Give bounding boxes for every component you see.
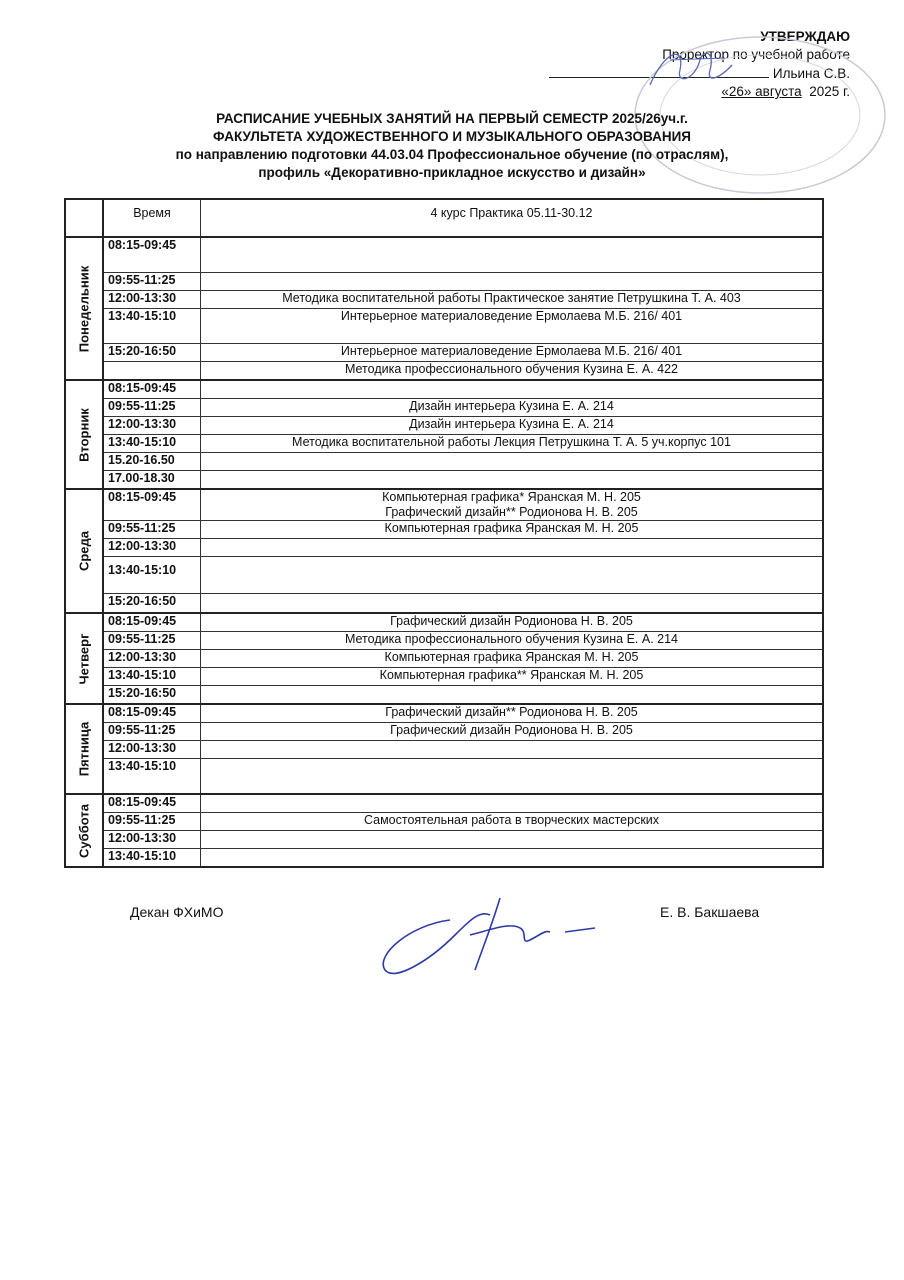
time-cell: 13:40-15:10 <box>103 849 201 868</box>
time-cell: 15:20-16:50 <box>103 344 201 362</box>
time-cell: 13:40-15:10 <box>103 557 201 594</box>
time-cell: 13:40-15:10 <box>103 309 201 344</box>
table-row <box>65 539 823 557</box>
table-row <box>65 489 823 521</box>
subject-text-2: Графический дизайн** Родионова Н. В. 205 <box>385 505 638 519</box>
time-cell: 08:15-09:45 <box>103 613 201 632</box>
table-row <box>65 741 823 759</box>
subject-text: Компьютерная графика* Яранская М. Н. 205 <box>382 490 641 504</box>
subject-cell <box>201 650 824 668</box>
subject-cell <box>201 831 824 849</box>
time-cell: 08:15-09:45 <box>103 237 201 273</box>
subject-cell <box>201 594 824 614</box>
time-cell: 09:55-11:25 <box>103 273 201 291</box>
time-cell: 09:55-11:25 <box>103 399 201 417</box>
subject-cell <box>201 794 824 813</box>
heading-line4: профиль «Декоративно-прикладное искусство и дизайн» <box>258 165 646 180</box>
subject-cell <box>201 309 824 344</box>
time-cell: 08:15-09:45 <box>103 794 201 813</box>
subject-cell <box>201 759 824 795</box>
subject-text: Графический дизайн Родионова Н. В. 205 <box>390 723 633 737</box>
subject-text: Интерьерное материаловедение Ермолаева М.Б. 216/ 401 <box>340 344 683 358</box>
subject-text: Методика воспитательной работы Практическое занятие Петрушкина Т. А. 403 <box>282 291 741 305</box>
subject-text: Дизайн интерьера Кузина Е. А. 214 <box>409 417 614 431</box>
time-cell: 12:00-13:30 <box>103 417 201 435</box>
subject-cell <box>201 399 824 417</box>
subject-text: Компьютерная графика Яранская М. Н. 205 <box>384 521 639 535</box>
table-row <box>65 813 823 831</box>
table-row <box>65 362 823 381</box>
subject-cell <box>201 453 824 471</box>
time-cell: 09:55-11:25 <box>103 723 201 741</box>
header-corner-cell <box>65 199 103 237</box>
subject-cell <box>201 362 824 381</box>
subject-cell <box>201 849 824 868</box>
subject-cell <box>201 704 824 723</box>
subject-cell <box>201 417 824 435</box>
schedule-table <box>64 198 824 868</box>
subject-cell <box>201 741 824 759</box>
table-row <box>65 471 823 490</box>
subject-cell <box>201 237 824 273</box>
table-row <box>65 831 823 849</box>
dean-signature <box>370 890 610 980</box>
day-cell <box>65 704 103 794</box>
time-cell: 17.00-18.30 <box>103 471 201 490</box>
table-row <box>65 613 823 632</box>
table-row <box>65 309 823 344</box>
subject-cell <box>201 723 824 741</box>
subject-cell <box>201 632 824 650</box>
table-header-row <box>65 199 823 237</box>
table-row <box>65 399 823 417</box>
approval-position: Проректор по учебной работе <box>662 47 850 62</box>
time-cell: 12:00-13:30 <box>103 831 201 849</box>
approval-date-year: 2025 г. <box>809 84 850 99</box>
table-row <box>65 723 823 741</box>
approval-name-line <box>549 64 850 83</box>
table-row <box>65 417 823 435</box>
table-row <box>65 794 823 813</box>
day-cell <box>65 237 103 380</box>
approval-name: Ильина С.В. <box>772 66 850 81</box>
subject-cell <box>201 521 824 539</box>
subject-cell <box>201 344 824 362</box>
subject-text: Методика воспитательной работы Лекция Петрушкина Т. А. 5 уч.корпус 101 <box>292 435 731 449</box>
subject-cell <box>201 273 824 291</box>
table-row <box>65 686 823 705</box>
table-row <box>65 344 823 362</box>
table-row <box>65 594 823 614</box>
day-cell <box>65 613 103 704</box>
table-row <box>65 650 823 668</box>
approval-title: УТВЕРЖДАЮ <box>760 29 850 44</box>
time-cell: 12:00-13:30 <box>103 539 201 557</box>
table-row <box>65 704 823 723</box>
time-cell: 09:55-11:25 <box>103 632 201 650</box>
time-cell <box>103 362 201 381</box>
subject-text: Компьютерная графика Яранская М. Н. 205 <box>384 650 639 664</box>
table-row <box>65 453 823 471</box>
dean-title: Декан ФХиМО <box>130 904 224 920</box>
day-label: Четверг <box>76 633 92 684</box>
table-row <box>65 237 823 273</box>
schedule-heading <box>0 110 904 182</box>
subject-text: Самостоятельная работа в творческих мастерских <box>363 813 660 827</box>
heading-line3: по направлению подготовки 44.03.04 Профессиональное обучение (по отраслям), <box>175 147 729 162</box>
day-label: Среда <box>76 530 92 572</box>
table-row <box>65 759 823 795</box>
subject-cell <box>201 668 824 686</box>
time-header: Время <box>103 199 201 237</box>
schedule-body <box>65 199 823 867</box>
subject-text: Интерьерное материаловедение Ермолаева М.Б. 216/ 401 <box>340 309 683 323</box>
subject-text: Графический дизайн** Родионова Н. В. 205 <box>385 705 638 719</box>
day-cell <box>65 489 103 613</box>
time-cell: 15.20-16.50 <box>103 453 201 471</box>
time-cell: 12:00-13:30 <box>103 741 201 759</box>
subject-cell <box>201 380 824 399</box>
subject-text: Компьютерная графика** Яранская М. Н. 205 <box>379 668 644 682</box>
subject-text: Графический дизайн Родионова Н. В. 205 <box>390 614 633 628</box>
subject-text: Методика профессионального обучения Кузина Е. А. 422 <box>344 362 679 376</box>
day-cell <box>65 380 103 489</box>
table-row <box>65 435 823 453</box>
time-cell: 13:40-15:10 <box>103 668 201 686</box>
table-row <box>65 273 823 291</box>
subject-cell <box>201 813 824 831</box>
heading-line2: ФАКУЛЬТЕТА ХУДОЖЕСТВЕННОГО И МУЗЫКАЛЬНОГО ОБРАЗОВАНИЯ <box>213 129 691 144</box>
subject-cell <box>201 471 824 490</box>
table-row <box>65 668 823 686</box>
approval-date-day: «26» августа <box>721 84 802 99</box>
subject-text: Дизайн интерьера Кузина Е. А. 214 <box>409 399 614 413</box>
subject-cell <box>201 686 824 705</box>
table-row <box>65 849 823 868</box>
time-cell: 08:15-09:45 <box>103 489 201 521</box>
table-row <box>65 291 823 309</box>
time-cell: 08:15-09:45 <box>103 704 201 723</box>
subject-cell <box>201 613 824 632</box>
time-cell: 09:55-11:25 <box>103 813 201 831</box>
time-cell: 08:15-09:45 <box>103 380 201 399</box>
table-row <box>65 632 823 650</box>
table-row <box>65 380 823 399</box>
day-label: Пятница <box>76 721 92 777</box>
signature-line <box>549 64 769 78</box>
time-cell: 15:20-16:50 <box>103 686 201 705</box>
table-row <box>65 557 823 594</box>
time-cell: 13:40-15:10 <box>103 759 201 795</box>
dean-name: Е. В. Бакшаева <box>660 904 760 920</box>
day-label: Понедельник <box>76 265 92 352</box>
time-cell: 12:00-13:30 <box>103 650 201 668</box>
day-label: Суббота <box>76 803 92 858</box>
subject-cell <box>201 557 824 594</box>
table-row <box>65 521 823 539</box>
approval-date <box>549 83 850 101</box>
day-label: Вторник <box>76 407 92 462</box>
heading-line1: РАСПИСАНИЕ УЧЕБНЫХ ЗАНЯТИЙ НА ПЕРВЫЙ СЕМЕСТР 2025/26уч.г. <box>216 111 688 126</box>
time-cell: 09:55-11:25 <box>103 521 201 539</box>
subject-text: Методика профессионального обучения Кузина Е. А. 214 <box>344 632 679 646</box>
time-cell: 13:40-15:10 <box>103 435 201 453</box>
subject-cell <box>201 435 824 453</box>
subject-cell <box>201 539 824 557</box>
subject-cell <box>201 489 824 521</box>
subject-cell <box>201 291 824 309</box>
approval-block <box>549 28 850 101</box>
day-cell <box>65 794 103 867</box>
time-cell: 12:00-13:30 <box>103 291 201 309</box>
group-header: 4 курс Практика 05.11-30.12 <box>201 199 824 237</box>
time-cell: 15:20-16:50 <box>103 594 201 614</box>
